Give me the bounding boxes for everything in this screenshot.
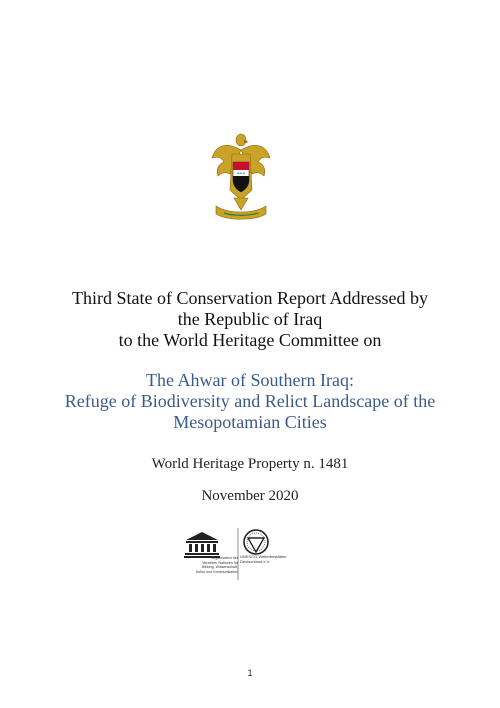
whs-caption [240,554,304,564]
unesco-caption-line: Bildung, Wissenschaft, [201,565,238,570]
title-line-2: the Republic of Iraq [177,309,323,329]
subtitle-line-2: Refuge of Biodiversity and Relict Landscape of the [64,391,436,411]
iraq-coat-of-arms-icon [208,128,274,224]
property-number: World Heritage Property n. 1481 [151,456,349,472]
unesco-caption-line: Kultur und Kommunikation [195,569,238,574]
title-line-3: to the World Heritage Committee on [118,330,382,350]
world-heritage-emblem-icon [244,530,268,554]
unesco-temple-icon [184,532,220,558]
subtitle-line-3: Mesopotamian Cities [173,412,327,432]
subtitle-line-1: The Ahwar of Southern Iraq: [146,370,354,390]
unesco-caption [180,556,238,574]
unesco-caption-line: Organisation der [211,556,238,560]
whs-caption-line: Deutschland e.V. [240,559,271,564]
svg-text:✦✦✦: ✦✦✦ [236,171,246,176]
whs-caption-line: UNESCO-Welterbestätten [240,554,287,559]
page-number: 1 [247,668,253,678]
report-date: November 2020 [201,488,299,504]
report-title [40,288,460,351]
property-name [30,370,470,433]
unesco-caption-line: Vereinten Nationen für [202,560,238,565]
title-line-1: Third State of Conservation Report Addressed by [72,288,428,308]
